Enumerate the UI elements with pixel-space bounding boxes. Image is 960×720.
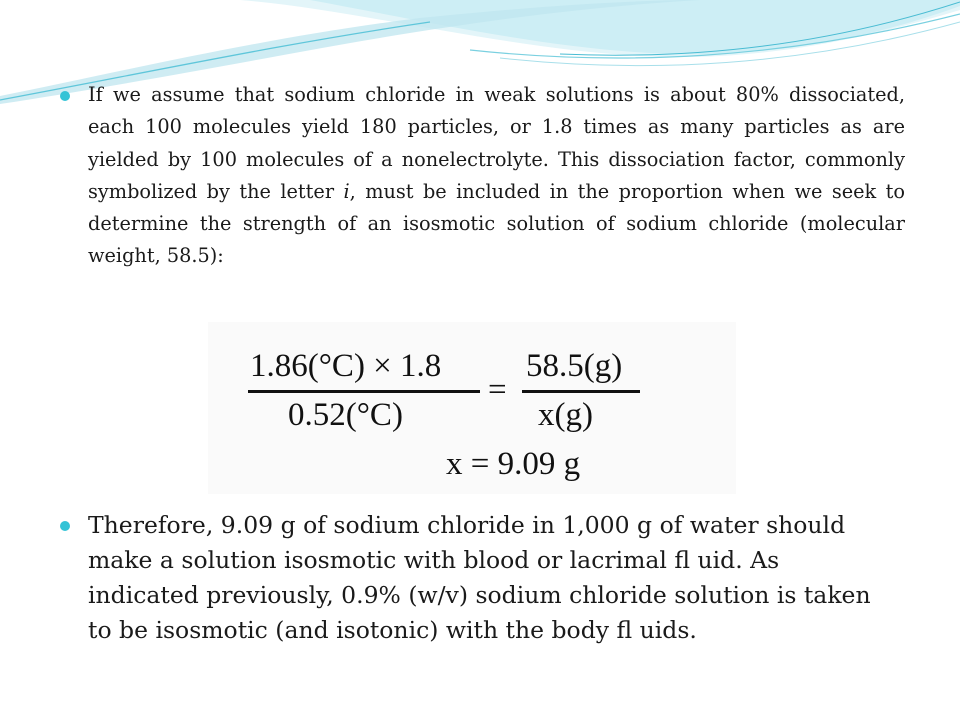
paragraph-text-part: , must be included in the proportion when we seek to determine the strength of an isosmotic solution of sodium chloride (molecular weight, 58.5): xyxy=(88,179,905,268)
bullet-dot-icon xyxy=(60,91,70,101)
equals-sign: = xyxy=(488,372,507,408)
left-numerator: 1.86(°C) × 1.8 xyxy=(250,348,442,384)
right-fraction-bar xyxy=(522,390,640,393)
paragraph-dissociation xyxy=(88,79,905,273)
left-fraction-bar xyxy=(248,390,480,393)
right-denominator: x(g) xyxy=(538,397,593,433)
equation-result: x = 9.09 g xyxy=(446,446,581,482)
paragraph-text-part: If we assume that sodium chloride in weak solutions is about 80% dissociated, each 100 molecules yield 180 particles, or 1.8 times as many particles as are yielded by 100 molecules of a nonelectrolyte. This dissociation factor, commonly symbolized by the letter xyxy=(88,83,905,203)
left-denominator: 0.52(°C) xyxy=(288,397,403,433)
symbol-i: i xyxy=(343,179,350,203)
equation-image xyxy=(208,322,736,494)
bullet-dot-icon xyxy=(60,521,70,531)
bullet-item-dissociation xyxy=(60,79,905,273)
paragraph-conclusion: Therefore, 9.09 g of sodium chloride in 1,000 g of water should make a solution isosmotic with blood or lacrimal fl uid. As indicated previously, 0.9% (w/v) sodium chloride solution is taken to be isosmotic (and isotonic) with the body fl uids. xyxy=(88,511,871,644)
right-numerator: 58.5(g) xyxy=(526,348,623,384)
bullet-item-conclusion xyxy=(60,508,888,648)
